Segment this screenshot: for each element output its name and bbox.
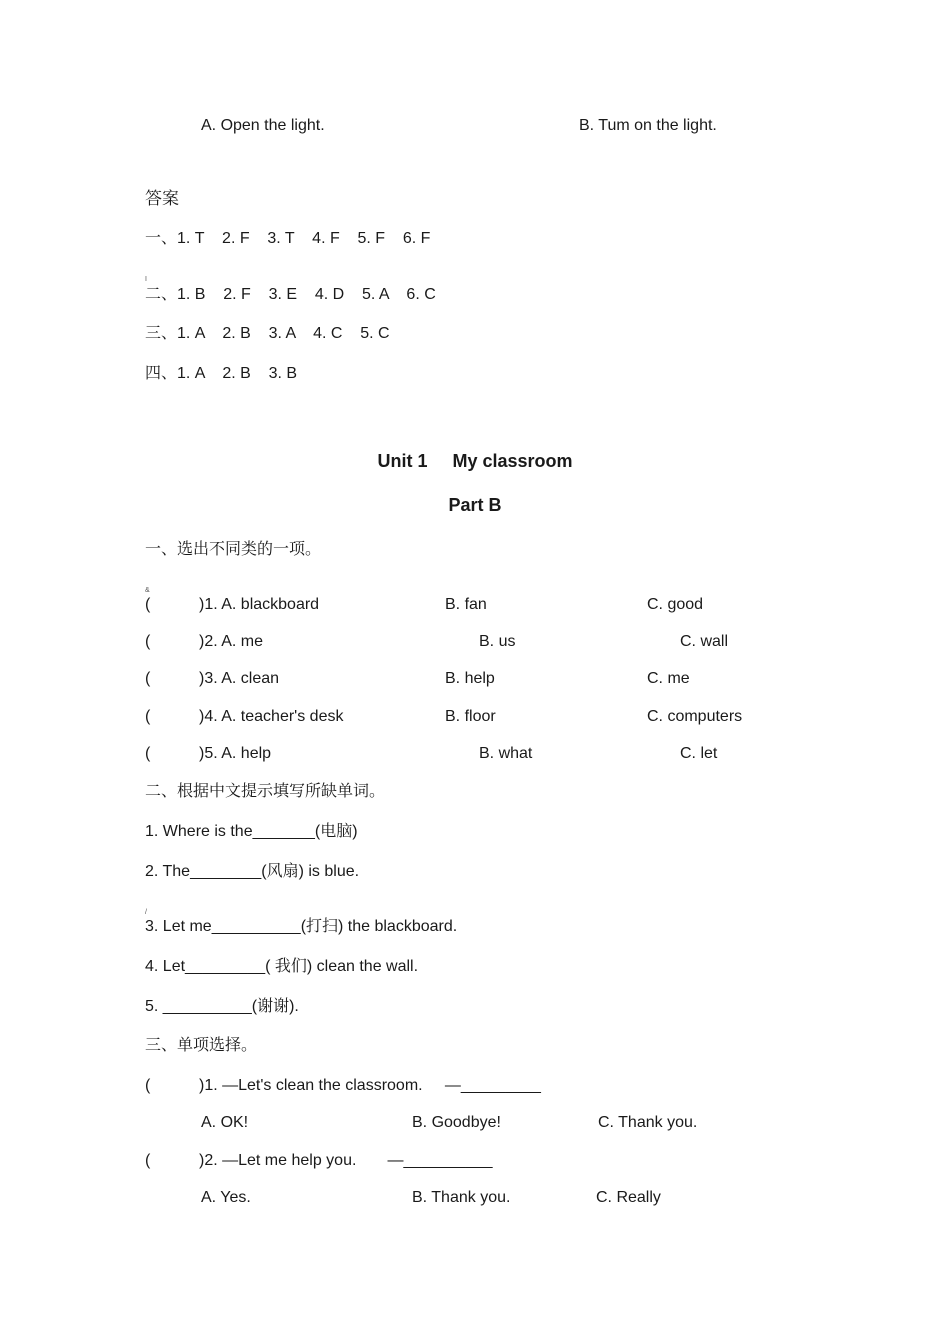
- fill-line-3: 3. Let me__________(打扫) the blackboard.: [145, 918, 458, 935]
- section2-heading: 二、根据中文提示填写所缺单词。: [145, 783, 386, 800]
- fill-line-2: 2. The________(风扇) is blue.: [145, 863, 360, 880]
- option-c: C. me: [647, 670, 690, 687]
- stray-mark: &: [145, 587, 150, 594]
- option-b: B. Thank you.: [412, 1189, 511, 1206]
- option-b: B. what: [479, 745, 533, 762]
- section3-heading: 三、单项选择。: [145, 1037, 258, 1054]
- prev-option-b: B. Tum on the light.: [579, 117, 717, 134]
- answer-paren: (: [145, 745, 151, 762]
- answers-title: 答案: [145, 189, 179, 208]
- question-text: )4. A. teacher's desk: [199, 708, 344, 725]
- option-a: A. OK!: [201, 1114, 249, 1131]
- option-c: C. Really: [596, 1189, 661, 1206]
- question-text: )1. A. blackboard: [199, 596, 320, 613]
- fill-line-4: 4. Let_________( 我们) clean the wall.: [145, 958, 419, 975]
- question-text: )3. A. clean: [199, 670, 280, 687]
- answer-paren: (: [145, 1077, 151, 1094]
- option-b: B. Goodbye!: [412, 1114, 501, 1131]
- part-title: Part B: [448, 495, 502, 515]
- section1-heading: 一、选出不同类的一项。: [145, 541, 322, 558]
- answers-line-4: 四、1. A 2. B 3. B: [145, 365, 298, 382]
- option-c: C. computers: [647, 708, 743, 725]
- answer-paren: (: [145, 670, 151, 687]
- answers-line-3: 三、1. A 2. B 3. A 4. C 5. C: [145, 325, 390, 342]
- answers-line-2: 二、1. B 2. F 3. E 4. D 5. A 6. C: [145, 286, 436, 303]
- question-text: )2. A. me: [199, 633, 264, 650]
- option-c: C. wall: [680, 633, 729, 650]
- option-b: B. floor: [445, 708, 496, 725]
- option-c: C. good: [647, 596, 704, 613]
- option-b: B. help: [445, 670, 495, 687]
- option-b: B. fan: [445, 596, 487, 613]
- question-text: )1. —Let's clean the classroom. —_________: [199, 1077, 541, 1094]
- question-text: )5. A. help: [199, 745, 272, 762]
- stray-mark: /: [145, 909, 147, 916]
- answers-line-1: 一、1. T 2. F 3. T 4. F 5. F 6. F: [145, 230, 431, 247]
- unit-title: Unit 1 My classroom: [377, 451, 573, 471]
- answer-paren: (: [145, 596, 151, 613]
- option-a: A. Yes.: [201, 1189, 251, 1206]
- stray-mark: I: [145, 276, 147, 283]
- option-c: C. Thank you.: [598, 1114, 698, 1131]
- fill-line-1: 1. Where is the_______(电脑): [145, 823, 358, 840]
- option-b: B. us: [479, 633, 516, 650]
- answer-paren: (: [145, 633, 151, 650]
- prev-option-a: A. Open the light.: [201, 117, 325, 134]
- answer-paren: (: [145, 1152, 151, 1169]
- fill-line-5: 5. __________(谢谢).: [145, 998, 299, 1015]
- question-text: )2. —Let me help you. —__________: [199, 1152, 493, 1169]
- answer-paren: (: [145, 708, 151, 725]
- option-c: C. let: [680, 745, 718, 762]
